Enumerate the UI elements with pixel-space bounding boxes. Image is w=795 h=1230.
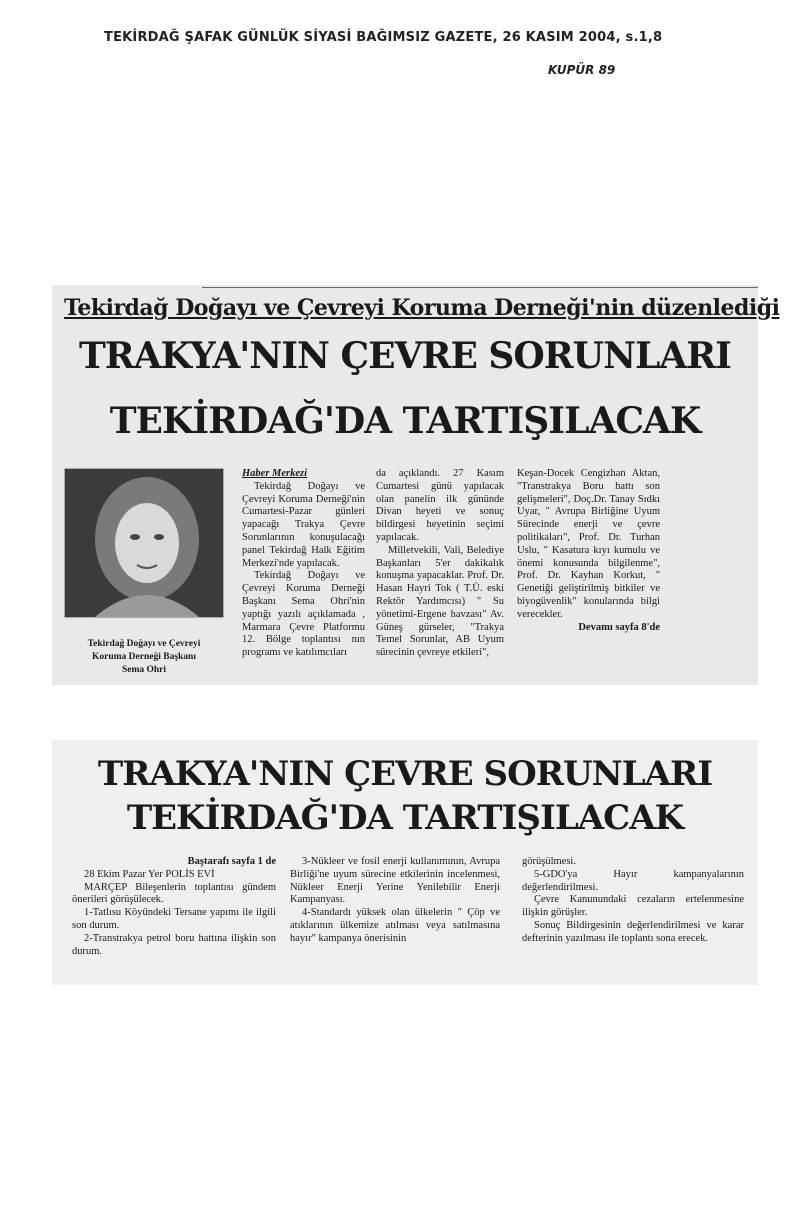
photo-caption: [62, 638, 226, 677]
publication-line: TEKİRDAĞ ŞAFAK GÜNLÜK SİYASİ BAĞIMSIZ GAZETE, 26 KASIM 2004, s.1,8: [104, 30, 663, 45]
headline-line2: TEKİRDAĞ'DA TARTIŞILACAK: [109, 400, 701, 442]
clipping-top-rule: [202, 287, 758, 288]
article1-column3: [517, 468, 660, 634]
portrait-photo: [64, 468, 224, 618]
article1-col1-p2: Tekirdağ Doğayı ve Çevreyi Koruma Derneği Başkanı Sema Ohri'nin yaptığı yazılı açıklamada , Marmara Çevre Platformu 12. Bölge toplantısı nın programı ve katılımcıları: [242, 570, 365, 659]
article1-column2: [376, 468, 504, 660]
headline-line1: TRAKYA'NIN ÇEVRE SORUNLARI: [79, 335, 731, 377]
article2-col3-p2: 5-GDO'ya Hayır kampanyalarının değerlendirilmesi.: [522, 868, 744, 893]
photo-caption-line1: Tekirdağ Doğayı ve Çevreyi: [87, 639, 201, 649]
clipping-front-page: [52, 285, 780, 685]
article2-col1-p4: 2-Transtrakya petrol boru hattına ilişkin son durum.: [72, 932, 276, 957]
article2-col1-p3: 1-Tatlısu Köyündeki Tersane yapımı ile ilgili son durum.: [72, 907, 276, 931]
article2-column1: [72, 856, 276, 958]
article2-column3: [522, 856, 744, 946]
article2-col2-p1: 3-Nükleer ve fosil enerji kullanımının, Avrupa Birliği'ne uyum sürecine etkilerinin incelenmesi, Nükleer Enerji Yerine Yenilebilir Enerji Kampanyası.: [290, 856, 500, 906]
continued-note: Devamı sayfa 8'de: [578, 621, 660, 633]
article2-col2-p2: 4-Standardı yüksek olan ülkelerin " Çöp ve atıklarının ülkemize atılması veya satılmasına hayır" kampanya önerisinin: [290, 907, 500, 944]
continued-from-note: Baştarafı sayfa 1 de: [187, 856, 276, 867]
article2-column2: [290, 856, 500, 946]
article2-col3-p4: Sonuç Bildirgesinin değerlendirilmesi ve karar defterinin yazılması ile toplantı sona erecek.: [522, 919, 744, 944]
headline2-line1: TRAKYA'NIN ÇEVRE SORUNLARI: [97, 754, 713, 794]
portrait-photo-icon: [65, 469, 223, 617]
article1-col2-p1: da açıklandı. 27 Kasım Cumartesi günü yapılacak olan panelin ilk gününde Divan heyeti ve sonuç bildirgesi heyetinin seçimi yapılacak.: [376, 468, 504, 543]
article2-col1-p1: 28 Ekim Pazar Yer POLİS EVİ: [84, 868, 215, 880]
article1-column1: [242, 468, 365, 660]
article2-col3-p1: görüşülmesi.: [522, 856, 576, 867]
clipping-inner-page: [52, 740, 758, 985]
article1-col3-p1: Keşan-Docek Cengizhan Aktan, "Transtrakya Boru hattı son gelişmeleri", Doç.Dr. Tanay Sıdkı Uyar, " Avrupa Birliğine Uyum Sürecinde enerji ve çevre politikaları", Prof. Dr. Turhan Uslu, " Kasatura kıyı kumulu ve önemi konusunda bilgilenme", Prof. Dr. Kayhan Korkut, " Genetiği geliştirilmiş bitkiler ve biyogüvenlik" konularında bilgi verecekler.: [517, 468, 660, 620]
article2-col1-p2: MARÇEP Bileşenlerin toplantısı gündem önerileri görüşülecek.: [72, 881, 276, 906]
article1-col2-p2: Milletvekili, Vali, Belediye Başkanları 5'er dakikalık konuşma yapacaklar. Prof. Dr. Hasan Hayri Tok ( T.Ü. eski Rektör Yardımcısı) " Su yönetimi-Ergene havzası" Av. Güneş gürseler, "Trakya Temel Sorunlar, AB Uyum sürecinin çevreye etkileri",: [376, 544, 504, 659]
clipping-label: KUPÜR 89: [548, 63, 616, 77]
article2-col3-p3: Çevre Kanunundaki cezaların ertelenmesine ilişkin görüşler.: [522, 894, 744, 919]
headline2-line2: TEKİRDAĞ'DA TARTIŞILACAK: [126, 798, 684, 838]
article1-col1-p1: Tekirdağ Doğayı ve Çevreyi Koruma Derneği'nin Cumartesi-Pazar günleri yapacağı Trakya Çevre Sorunlarının konuşulacağı panel Tekirdağ Halk Eğitim Merkezi'nde yapılacak.: [242, 480, 365, 569]
subheadline: Tekirdağ Doğayı ve Çevreyi Koruma Derneği'nin düzenlediği: [64, 295, 780, 321]
photo-caption-line3: Sema Ohri: [121, 665, 167, 675]
byline: Haber Merkezi: [242, 468, 308, 479]
photo-caption-line2: Koruma Derneği Başkanı: [92, 652, 196, 662]
